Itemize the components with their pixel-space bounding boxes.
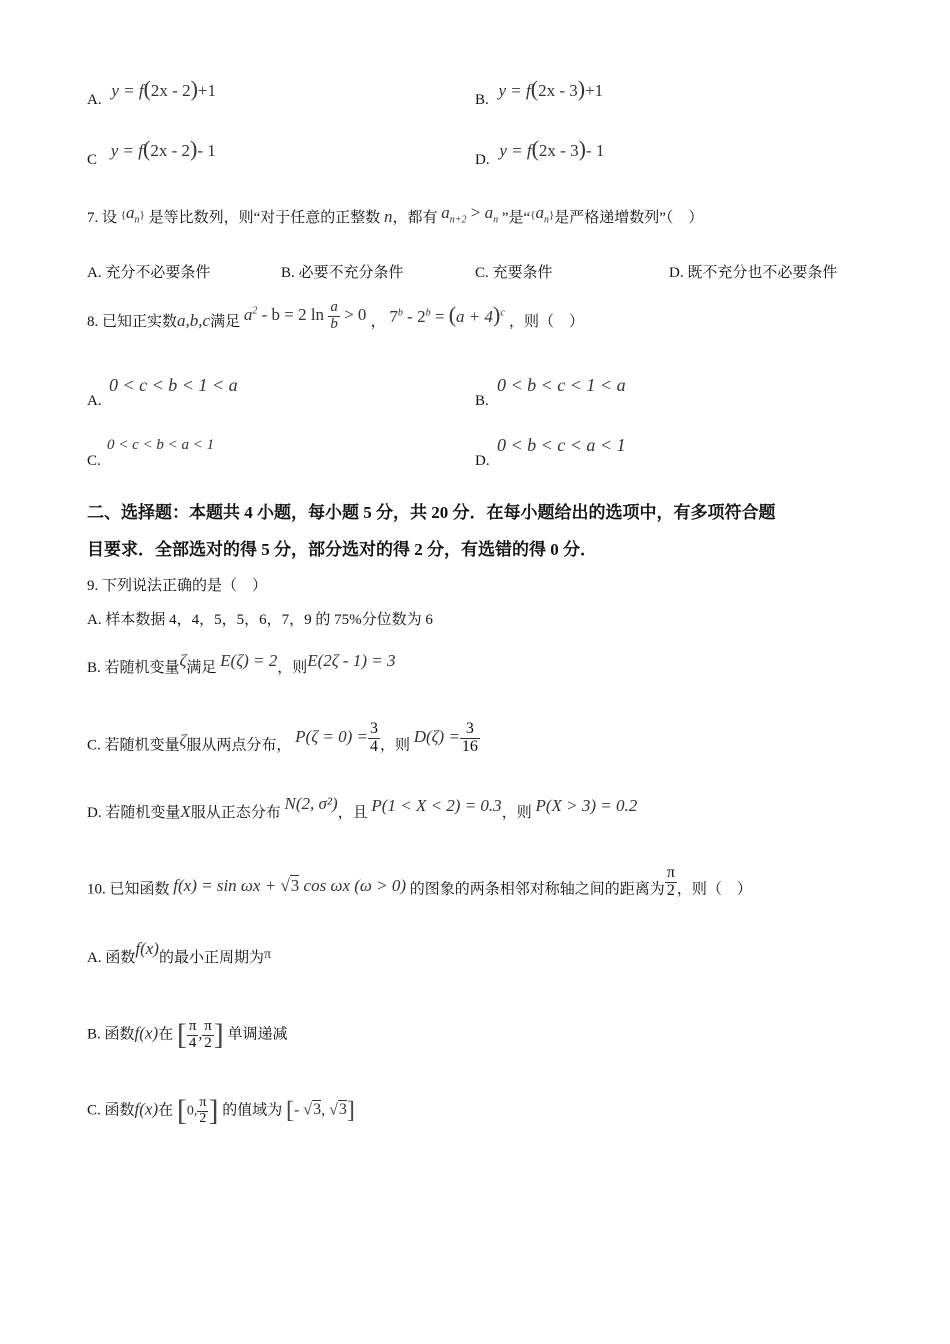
q7-stem: 7. 设 $\{a_n\}$ 是等比数列，则“对于任意的正整数 n，都有 $a_{n+2} > a_n$ ”是“$\{a_n\}$是严格递增数列”（ ）	[87, 203, 704, 226]
q6-option-c: C y = f(2x - 2)- 1	[87, 136, 216, 168]
q6-option-a: A. y = f(2x - 2)+1	[87, 76, 217, 108]
q7-option-c: C. 充要条件	[475, 265, 553, 281]
q9-option-a: A. 样本数据 4，4，5，5，6，7，9 的 75%分位数为 6	[87, 612, 433, 628]
q6-option-b-expr: y = f(2x - 3)+1	[498, 76, 604, 101]
q7-option-a: A. 充分不必要条件	[87, 265, 211, 281]
q7-condition: $a_{n+2} > a_n$	[441, 203, 499, 226]
q8-eq1: $a^2 - b = 2$ ln $\frac{a}{b}$ > 0	[243, 299, 367, 332]
q10-option-c: C. 函数f(x)在 [0, $\frac{\pi}{2}$ ] 的值域为 [- √3, √3]	[87, 1094, 355, 1127]
q8-stem: 8. 已知正实数a,b,c满足 $a^2 - b = 2$ ln $\frac{a}{b}$ > 0 ， $7^b - 2^b = (a + 4)^c$ ，则（ ）	[87, 299, 585, 332]
q6-option-d-expr: y = f(2x - 3)- 1	[499, 136, 605, 161]
q8-option-c: C. 0 < c < b < a < 1	[87, 437, 215, 469]
q10-function: f(x) = sin ωx + √3 cos ωx (ω > 0)	[173, 875, 407, 895]
q8-eq2: $7^b - 2^b = (a + 4)^c$	[389, 302, 505, 328]
q8-option-d: D. 0 < b < c < a < 1	[475, 435, 626, 469]
q9-stem: 9. 下列说法正确的是（ ）	[87, 578, 268, 594]
q8-option-b: B. 0 < b < c < 1 < a	[475, 375, 626, 409]
q6-option-b: B. y = f(2x - 3)+1	[475, 76, 604, 108]
q9-option-c: C. 若随机变量ζ服从两点分布， P(ζ = 0) = $\frac{3}{4}$ ，则 D(ζ) = $\frac{3}{16}$	[87, 720, 478, 755]
q10-option-b: B. 函数f(x)在 [ $\frac{\pi}{4}$ , $\frac{\pi}{2}$ ] 单调递减	[87, 1017, 288, 1051]
q10-option-a: A. 函数f(x)的最小正周期为π	[87, 939, 272, 966]
section2-heading-line2: 目要求．全部选对的得 5 分，部分选对的得 2 分，有选错的得 0 分．	[87, 540, 597, 559]
q7-option-b: B. 必要不充分条件	[281, 265, 404, 281]
q6-option-a-expr: y = f(2x - 2)+1	[111, 76, 217, 101]
q8-option-a: A. 0 < c < b < 1 < a	[87, 375, 238, 409]
q7-option-d: D. 既不充分也不必要条件	[669, 265, 838, 281]
section2-heading-line1: 二、选择题：本题共 4 小题，每小题 5 分，共 20 分．在每小题给出的选项中，有多项符合题	[87, 503, 776, 522]
q7-seq: $\{a_n\}$	[120, 203, 145, 226]
q9-option-d: D. 若随机变量X服从正态分布 N(2, σ²)，且 P(1 < X < 2) = 0.3，则 P(X > 3) = 0.2	[87, 794, 638, 821]
q10-stem: 10. 已知函数 f(x) = sin ωx + √3 cos ωx (ω > 0) 的图象的两条相邻对称轴之间的距离为 $\frac{\pi}{2}$ ，则（ ）	[87, 864, 752, 899]
q6-option-c-expr: y = f(2x - 2)- 1	[110, 136, 216, 161]
q6-option-d: D. y = f(2x - 3)- 1	[475, 136, 605, 168]
q9-option-b: B. 若随机变量ζ满足 E(ζ) = 2，则E(2ζ - 1) = 3	[87, 651, 396, 676]
